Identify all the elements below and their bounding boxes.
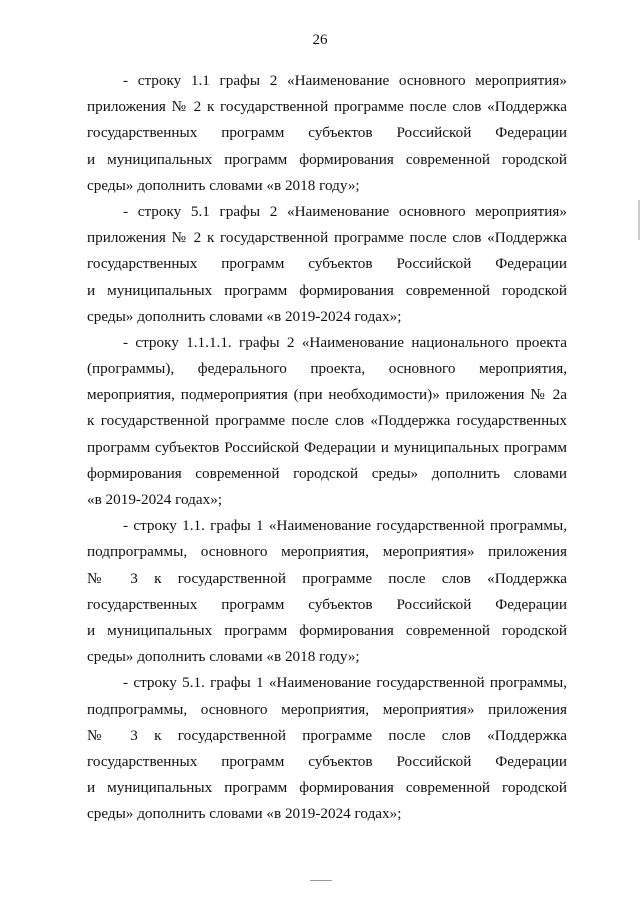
- text-line: государственных программ субъектов Российской Федерации: [87, 255, 567, 273]
- text-line: подпрограммы, основного мероприятия, мероприятия» приложения: [87, 543, 567, 561]
- text-line: программ субъектов Российской Федерации и муниципальных программ: [87, 438, 567, 456]
- text-line: - строку 5.1 графы 2 «Наименование основного мероприятия»: [123, 202, 567, 220]
- text-line: № 3 к государственной программе после слов «Поддержка: [87, 569, 567, 587]
- paragraph: [87, 330, 567, 513]
- text-line: - строку 1.1 графы 2 «Наименование основного мероприятия»: [123, 72, 567, 89]
- paragraph: [87, 68, 567, 199]
- text-line: (программы), федерального проекта, основного мероприятия,: [87, 360, 567, 378]
- text-line: мероприятия, подмероприятия (при необходимости)» приложения № 2а: [87, 386, 567, 404]
- text-line: - строку 1.1.1.1. графы 2 «Наименование национального проекта: [123, 333, 567, 351]
- text-line: государственных программ субъектов Российской Федерации: [87, 752, 567, 770]
- paragraph: [87, 199, 567, 330]
- text-line: государственных программ субъектов Российской Федерации: [87, 124, 567, 142]
- text-line: «в 2019-2024 годах»;: [87, 491, 223, 508]
- text-line: - строку 5.1. графы 1 «Наименование государственной программы,: [123, 674, 567, 692]
- text-line: и муниципальных программ формирования современной городской: [87, 621, 567, 639]
- text-line: среды» дополнить словами «в 2018 году»;: [87, 176, 360, 194]
- text-line: - строку 1.1. графы 1 «Наименование государственной программы,: [123, 517, 567, 535]
- text-line: № 3 к государственной программе после слов «Поддержка: [87, 726, 567, 744]
- scan-artifact-mark: [310, 880, 332, 881]
- text-line: подпрограммы, основного мероприятия, мероприятия» приложения: [87, 700, 567, 718]
- text-line: среды» дополнить словами «в 2019-2024 годах»;: [87, 307, 402, 325]
- document-body: [87, 68, 567, 827]
- text-line: и муниципальных программ формирования современной городской: [87, 281, 567, 299]
- text-line: и муниципальных программ формирования современной городской: [87, 779, 567, 797]
- text-line: среды» дополнить словами «в 2018 году»;: [87, 648, 360, 666]
- text-line: приложения № 2 к государственной программе после слов «Поддержка: [87, 229, 567, 247]
- text-line: приложения № 2 к государственной программе после слов «Поддержка: [87, 98, 567, 116]
- paragraph: [87, 670, 567, 827]
- paragraph: [87, 513, 567, 670]
- page-number: 26: [312, 32, 328, 48]
- text-line: к государственной программе после слов «Поддержка государственных: [87, 412, 567, 430]
- text-line: и муниципальных программ формирования современной городской: [87, 150, 567, 168]
- text-line: формирования современной городской среды» дополнить словами: [87, 464, 567, 482]
- text-line: среды» дополнить словами «в 2019-2024 годах»;: [87, 805, 402, 823]
- text-line: государственных программ субъектов Российской Федерации: [87, 595, 567, 613]
